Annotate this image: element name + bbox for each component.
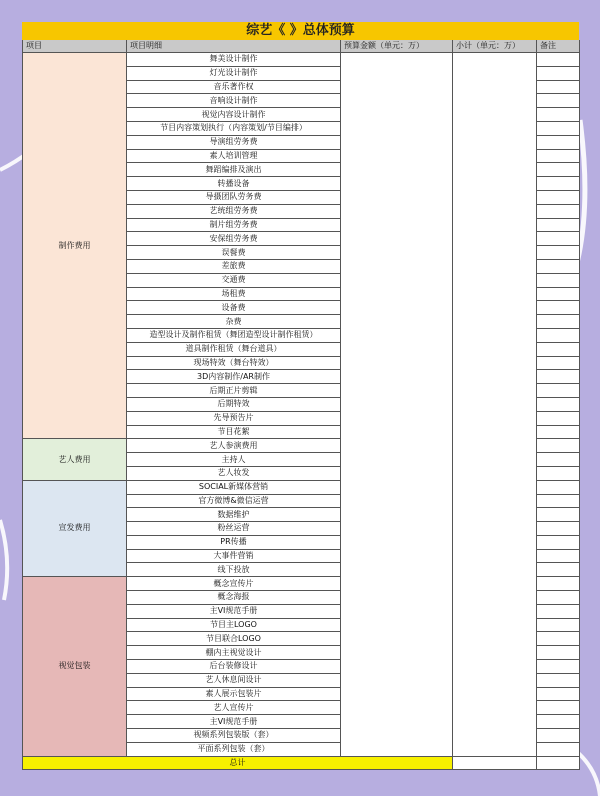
item-cell: 艺人妆发 [127,466,341,480]
item-cell: 概念宣传片 [127,577,341,591]
remark-cell[interactable] [537,370,580,384]
remark-cell[interactable] [537,232,580,246]
remark-cell[interactable] [537,646,580,660]
remark-cell[interactable] [537,687,580,701]
budget-amount-cell[interactable] [341,53,453,757]
remark-cell[interactable] [537,190,580,204]
remark-cell[interactable] [537,135,580,149]
item-cell: 节目主LOGO [127,618,341,632]
remark-cell[interactable] [537,94,580,108]
remark-cell[interactable] [537,632,580,646]
item-cell: 大事件营销 [127,549,341,563]
item-cell: 舞美设计制作 [127,53,341,67]
remark-cell[interactable] [537,328,580,342]
item-cell: 3D内容制作/AR制作 [127,370,341,384]
remark-cell[interactable] [537,163,580,177]
total-subtotal-cell[interactable] [453,756,537,770]
item-cell: 主VI规范手册 [127,715,341,729]
item-cell: 舞蹈编排及演出 [127,163,341,177]
remark-cell[interactable] [537,577,580,591]
subtotal-cell[interactable] [453,53,537,757]
item-cell: 误餐费 [127,246,341,260]
remark-cell[interactable] [537,604,580,618]
header-subtotal: 小计（单元：万） [453,40,537,53]
item-cell: 艺人宣传片 [127,701,341,715]
remark-cell[interactable] [537,466,580,480]
item-cell: 先导预告片 [127,411,341,425]
item-cell: 素人培训管理 [127,149,341,163]
remark-cell[interactable] [537,149,580,163]
item-cell: 杂费 [127,315,341,329]
budget-table [22,40,580,770]
remark-cell[interactable] [537,563,580,577]
category-cell: 视觉包装 [23,577,127,756]
item-cell: 转播设备 [127,177,341,191]
item-cell: 造型设计及制作租赁（舞团造型设计制作租赁） [127,328,341,342]
total-remark-cell[interactable] [537,756,580,770]
item-cell: 线下投放 [127,563,341,577]
item-cell: 平面系列包装（套） [127,742,341,756]
remark-cell[interactable] [537,287,580,301]
remark-cell[interactable] [537,742,580,756]
item-cell: 后期正片剪辑 [127,384,341,398]
item-cell: 后台装修设计 [127,660,341,674]
remark-cell[interactable] [537,535,580,549]
remark-cell[interactable] [537,80,580,94]
item-cell: 视频系列包装版（套） [127,729,341,743]
item-cell: PR传播 [127,535,341,549]
remark-cell[interactable] [537,246,580,260]
header-remark: 备注 [537,40,580,53]
remark-cell[interactable] [537,384,580,398]
remark-cell[interactable] [537,660,580,674]
item-cell: 交通费 [127,273,341,287]
item-cell: 灯光设计制作 [127,66,341,80]
remark-cell[interactable] [537,356,580,370]
remark-cell[interactable] [537,425,580,439]
item-cell: 音乐著作权 [127,80,341,94]
total-row [23,756,580,770]
remark-cell[interactable] [537,218,580,232]
remark-cell[interactable] [537,177,580,191]
item-cell: 道具制作租赁（舞台道具） [127,342,341,356]
remark-cell[interactable] [537,397,580,411]
remark-cell[interactable] [537,549,580,563]
item-cell: 素人展示包装片 [127,687,341,701]
item-cell: 数据维护 [127,508,341,522]
item-cell: 节目联合LOGO [127,632,341,646]
remark-cell[interactable] [537,729,580,743]
item-cell: 节目花絮 [127,425,341,439]
item-cell: 艺人参演费用 [127,439,341,453]
remark-cell[interactable] [537,121,580,135]
item-cell: 后期特效 [127,397,341,411]
item-cell: 艺人休息间设计 [127,673,341,687]
remark-cell[interactable] [537,53,580,67]
remark-cell[interactable] [537,494,580,508]
remark-cell[interactable] [537,66,580,80]
item-cell: 制片组劳务费 [127,218,341,232]
item-cell: 场租费 [127,287,341,301]
remark-cell[interactable] [537,411,580,425]
table-row [23,53,580,67]
item-cell: 艺统组劳务费 [127,204,341,218]
remark-cell[interactable] [537,439,580,453]
item-cell: 视觉内容设计制作 [127,108,341,122]
remark-cell[interactable] [537,618,580,632]
item-cell: 安保组劳务费 [127,232,341,246]
remark-cell[interactable] [537,701,580,715]
item-cell: 导演组劳务费 [127,135,341,149]
remark-cell[interactable] [537,259,580,273]
item-cell: 导摄团队劳务费 [127,190,341,204]
category-cell: 制作费用 [23,53,127,439]
remark-cell[interactable] [537,453,580,467]
header-row [23,40,580,53]
item-cell: 差旅费 [127,259,341,273]
remark-cell[interactable] [537,715,580,729]
sheet-title: 综艺《 》总体预算 [22,22,579,40]
item-cell: 棚内主视觉设计 [127,646,341,660]
item-cell: 音响设计制作 [127,94,341,108]
item-cell: 主持人 [127,453,341,467]
remark-cell[interactable] [537,108,580,122]
remark-cell[interactable] [537,315,580,329]
remark-cell[interactable] [537,673,580,687]
item-cell: 概念海报 [127,591,341,605]
remark-cell[interactable] [537,480,580,494]
item-cell: 主VI规范手册 [127,604,341,618]
item-cell: SOCIAL新媒体营销 [127,480,341,494]
header-budget: 预算金额（单元：万） [341,40,453,53]
item-cell: 设备费 [127,301,341,315]
remark-cell[interactable] [537,342,580,356]
remark-cell[interactable] [537,301,580,315]
category-cell: 艺人费用 [23,439,127,480]
header-detail: 项目明细 [127,40,341,53]
total-label: 总计 [23,756,453,770]
remark-cell[interactable] [537,591,580,605]
remark-cell[interactable] [537,522,580,536]
category-cell: 宣发费用 [23,480,127,577]
remark-cell[interactable] [537,204,580,218]
item-cell: 现场特效（舞台特效） [127,356,341,370]
header-project: 项目 [23,40,127,53]
remark-cell[interactable] [537,273,580,287]
item-cell: 官方微博&微信运营 [127,494,341,508]
remark-cell[interactable] [537,508,580,522]
budget-sheet [22,22,579,770]
item-cell: 粉丝运营 [127,522,341,536]
item-cell: 节目内容策划执行（内容策划/节目编排） [127,121,341,135]
